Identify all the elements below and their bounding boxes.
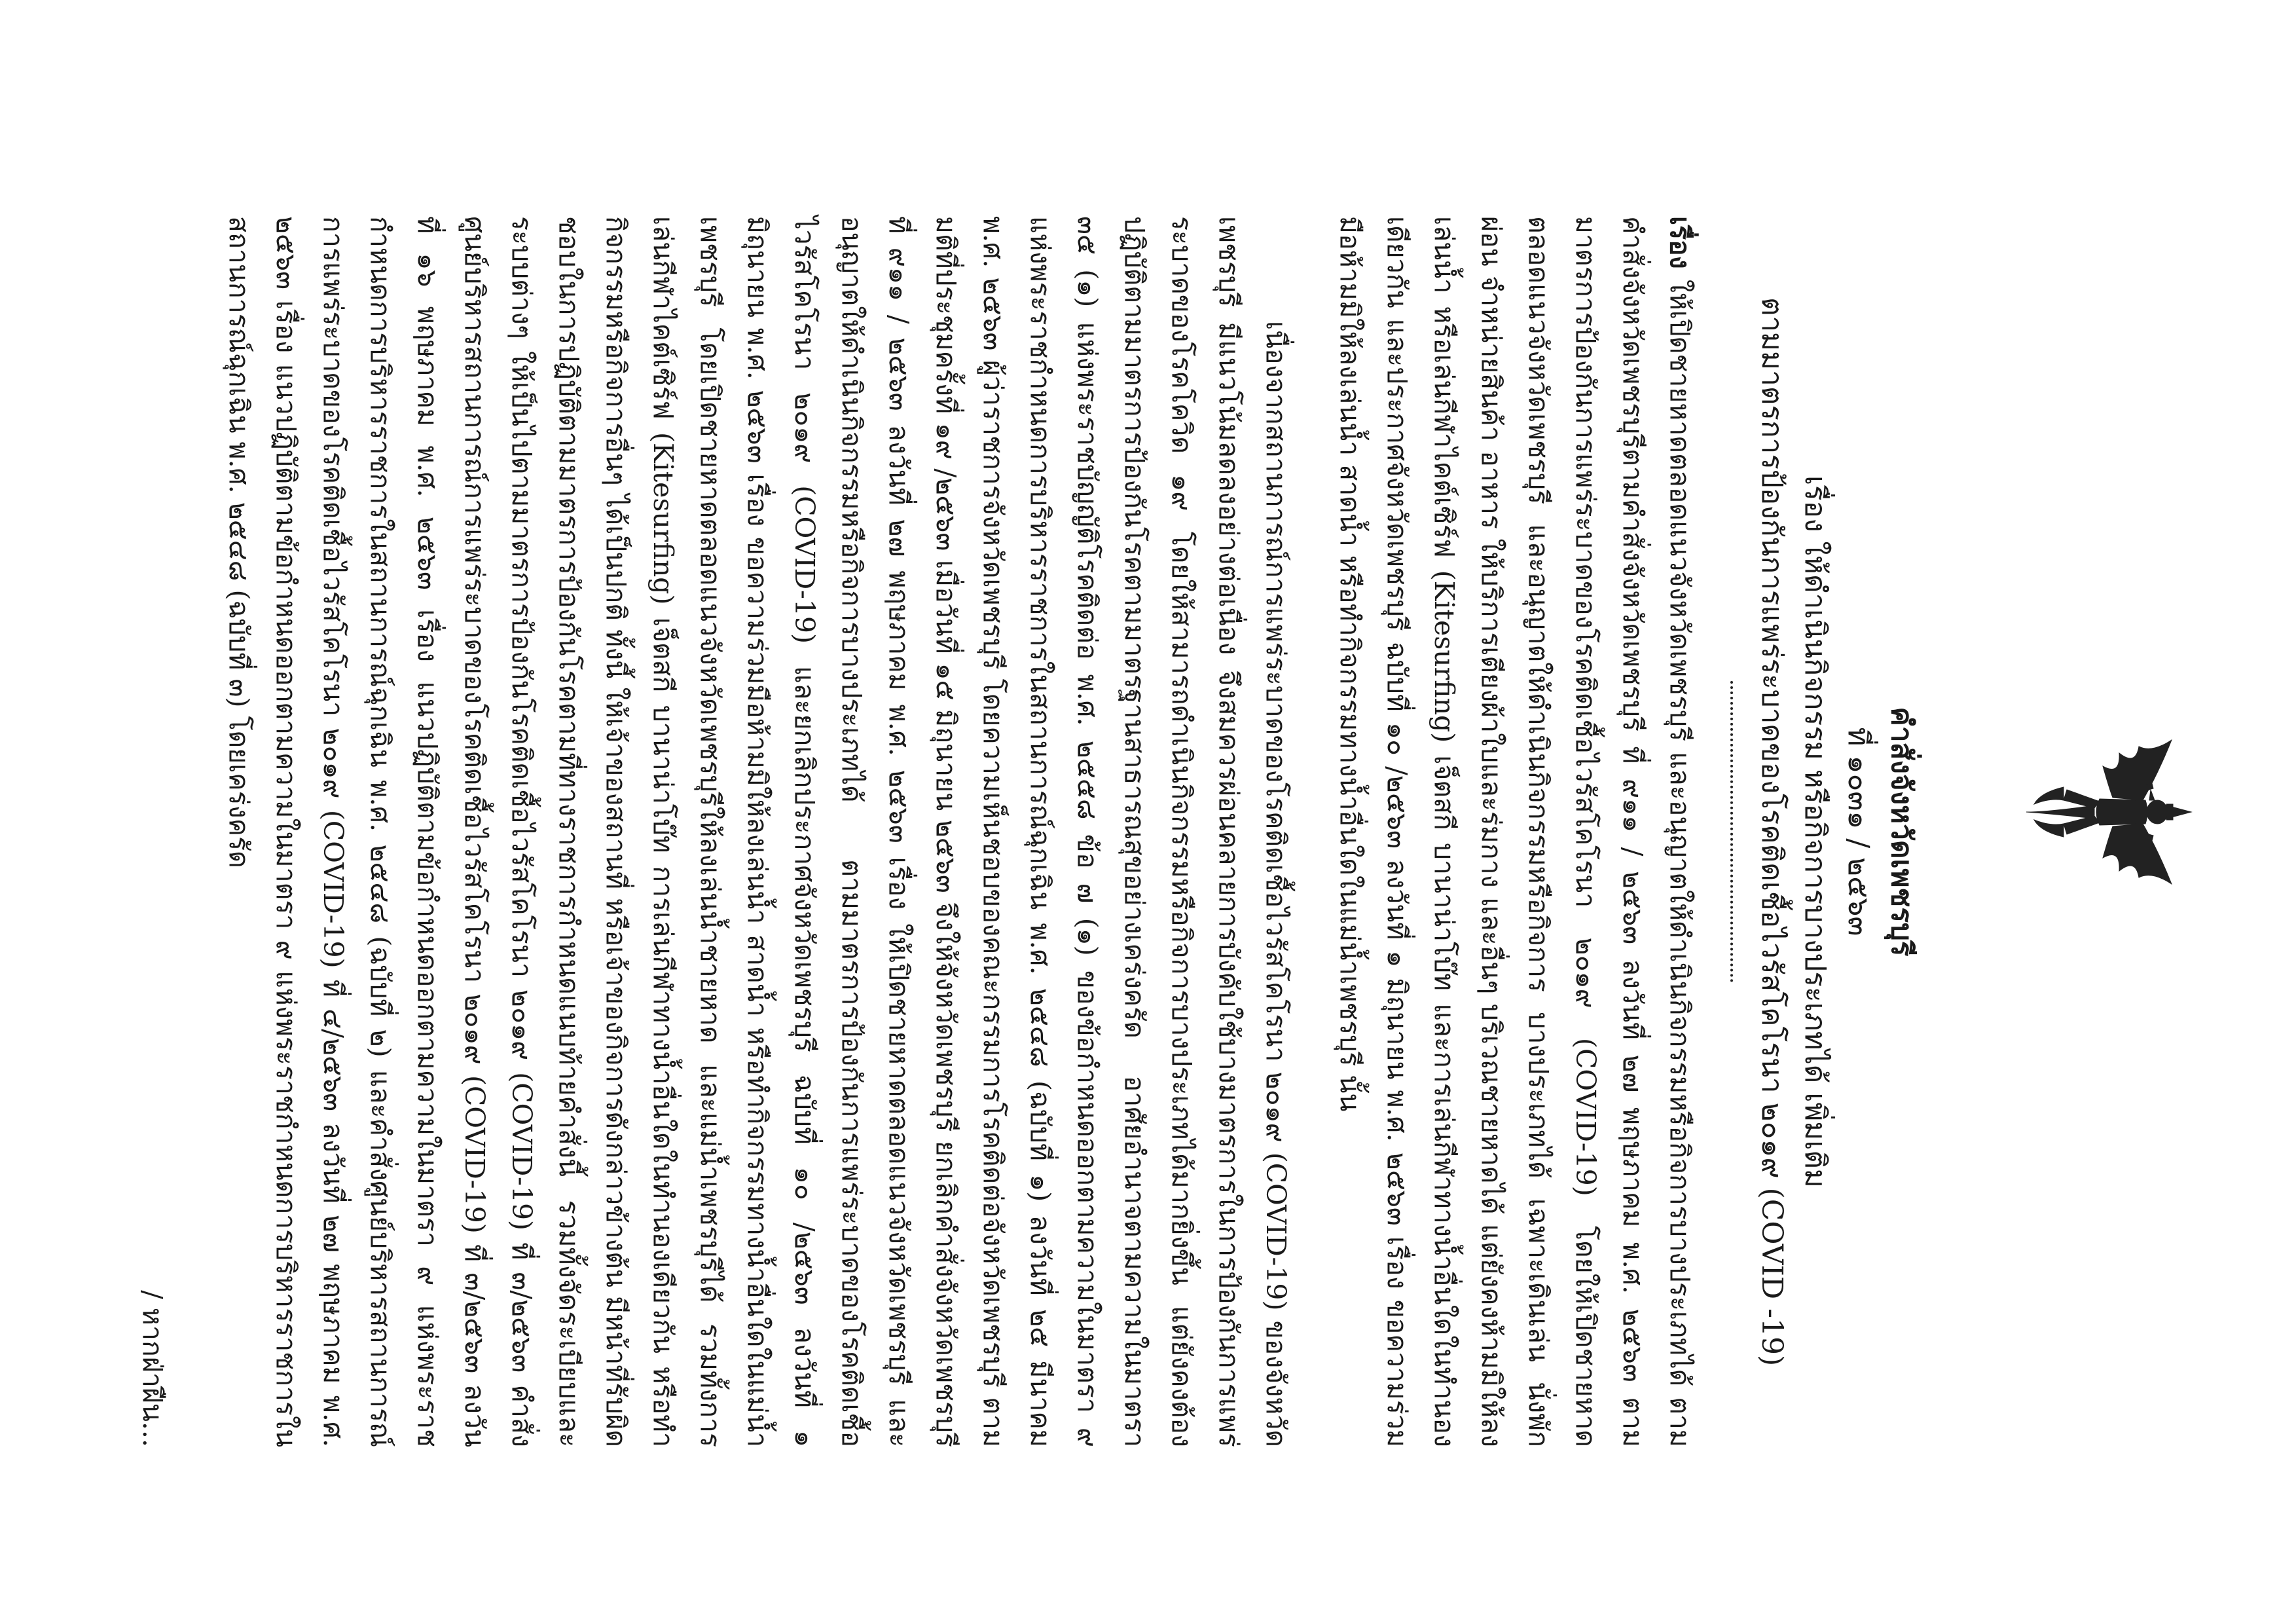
subject-text: ให้เปิดชายหาดตลอดแนวจังหวัดเพชรบุรี และอนุญาตให้ดำเนินกิจกรรมหรือกิจการบางประเภทได้ ตามคำสั่งจังหวัดเพชรบุรีตามคำสั่งจังหวัดเพชรบุรี ที่ ๙๑๑ / ๒๕๖๓ ลงวันที่ ๒๗ พฤษภาคม พ.ศ. ๒๕๖๓ ตามมาตรการป้องกันการแพร่ระบาดของโรคติดเชื้อไวรัสโคโรนา ๒๐๑๙ (COVID-19) โดยให้เปิดชายหาดตลอดแนวจังหวัดเพชรบุรี และอนุญาตให้ดำเนินกิจกรรมหรือกิจการ บางประเภทได้ เฉพาะเดินเล่น นั่งพักผ่อน จำหน่ายสินค้า อาหาร ให้บริการเตียงผ้าใบและร่มกาง และอื่นๆ บริเวณชายหาดได้ แต่ยังคงห้ามมิให้ลงเล่นน้ำ หรือเล่นกีฬาไคต์เซิร์ฟ (Kitesurfing) เจ็ตสกี บานาน่าโบ๊ท และการเล่นกีฬาทางน้ำอื่นใดในทำนองเดียวกัน และประกาศจังหวัดเพชรบุรี ฉบับที่ ๑๐ /๒๕๖๓ ลงวันที่ ๑ มิถุนายน พ.ศ. ๒๕๖๓ เรื่อง ขอความร่วมมือห้ามมิให้ลงเล่นน้ำ สาดน้ำ หรือทำกิจกรรมทางน้ำอื่นใดในแม่น้ำเพชรบุรี นั้น [1334,216,1696,1447]
subject-paragraph [1326,216,1704,1447]
garuda-emblem-icon [2021,727,2198,897]
order-subject-line-2: ตามมาตรการป้องกันการแพร่ระบาดของโรคติดเชื้อไวรัสโคโรนา ๒๐๑๙ (COVID -19) [1755,297,1789,1367]
order-issuer: คำสั่งจังหวัดเพชรบุรี [1885,707,1918,957]
continuation-note: / หากฝ่าฝืน... [137,1290,168,1447]
order-subject-line-1: เรื่อง ให้ดำเนินกิจกรรม หรือกิจการบางประเภทได้ เพิ่มเติม [1798,475,1832,1189]
header-divider [1730,681,1733,982]
document-header [1750,216,1923,1447]
subject-label: เรื่อง [1664,216,1696,269]
body-paragraph: เนื่องจากสถานการณ์การแพร่ระบาดของโรคติดเชื้อไวรัสโคโรนา ๒๐๑๙ (COVID-19) ของจังหวัดเพชรบุรี มีแนวโน้มลดลงอย่างต่อเนื่อง จึงสมควรผ่อนคลายการบังคับใช้บางมาตรการในการป้องกันการแพร่ระบาดของโรคโควิด ๑๙ โดยให้สามารถดำเนินกิจกรรมหรือกิจการบางประเภทได้มากยิ่งขึ้น แต่ยังคงต้องปฏิบัติตามมาตรการป้องกันโรคตามมาตรฐานสาธารณสุขอย่างเคร่งครัด อาศัยอำนาจตามความในมาตรา ๓๕ (๑) แห่งพระราชบัญญัติโรคติดต่อ พ.ศ. ๒๕๕๘ ข้อ ๗ (๑) ของข้อกำหนดออกตามความในมาตรา ๙ แห่งพระราชกำหนดการบริหารราชการในสถานการณ์ฉุกเฉิน พ.ศ. ๒๕๔๘ (ฉบับที่ ๑) ลงวันที่ ๒๕ มีนาคม พ.ศ. ๒๕๖๓ ผู้ว่าราชการจังหวัดเพชรบุรี โดยความเห็นชอบของคณะกรรมการโรคติดต่อจังหวัดเพชรบุรี ตามมติที่ประชุมครั้งที่ ๑๙ /๒๕๖๓ เมื่อวันที่ ๑๕ มิถุนายน ๒๕๖๓ จึงให้จังหวัดเพชรบุรี ยกเลิกคำสั่งจังหวัดเพชรบุรี ที่ ๙๑๑ / ๒๕๖๓ ลงวันที่ ๒๗ พฤษภาคม พ.ศ. ๒๕๖๓ เรื่อง ให้เปิดชายหาดตลอดแนวจังหวัดเพชรบุรี และอนุญาตให้ดำเนินกิจกรรมหรือกิจการบางประเภทได้ ตามมาตรการป้องกันการแพร่ระบาดของโรคติดเชื้อไวรัสโคโรนา ๒๐๑๙ (COVID-19) และยกเลิกประกาศจังหวัดเพชรบุรี ฉบับที่ ๑๐ /๒๕๖๓ ลงวันที่ ๑ มิถุนายน พ.ศ. ๒๕๖๓ เรื่อง ขอความร่วมมือห้ามมิให้ลงเล่นน้ำ สาดน้ำ หรือทำกิจกรรมทางน้ำอื่นใดในแม่น้ำเพชรบุรี โดยเปิดชายหาดตลอดแนวจังหวัดเพชรบุรีให้ลงเล่นน้ำชายหาด และแม่น้ำเพชรบุรีได้ รวมทั้งการเล่นกีฬาไคต์เซิร์ฟ (Kitesurfing) เจ็ตสกี บานาน่าโบ๊ท การเล่นกีฬาทางน้ำอื่นใดในทำนองเดียวกัน หรือทำกิจกรรมหรือกิจการอื่นๆ ได้เป็นปกติ ทั้งนี้ ให้เจ้าของสถานที่ หรือเจ้าของกิจการดังกล่าวข้างต้น มีหน้าที่รับผิดชอบในการปฏิบัติตามมาตรการป้องกันโรคตามที่ทางราชการกำหนดแนบท้ายคำสั่งนี้ รวมทั้งจัดระเบียบและระบบต่างๆ ให้เป็นไปตามมาตรการป้องกันโรคติดเชื้อไวรัสโคโรนา ๒๐๑๙ (COVID-19) ที่ ๓/๒๕๖๓ คำสั่งศูนย์บริหารสถานการณ์การแพร่ระบาดของโรคติดเชื้อไวรัสโคโรนา ๒๐๑๙ (COVID-19) ที่ ๓/๒๕๖๓ ลงวันที่ ๑๖ พฤษภาคม พ.ศ. ๒๕๖๓ เรื่อง แนวปฏิบัติตามข้อกำหนดออกตามความในมาตรา ๙ แห่งพระราชกำหนดการบริหารราชการในสถานการณ์ฉุกเฉิน พ.ศ. ๒๕๔๘ (ฉบับที่ ๒) และคำสั่งศูนย์บริหารสถานการณ์การแพร่ระบาดของโรคติดเชื้อไวรัสโคโรนา ๒๐๑๙ (COVID-19) ที่ ๔/๒๕๖๓ ลงวันที่ ๒๗ พฤษภาคม พ.ศ. ๒๕๖๓ เรื่อง แนวปฏิบัติตามข้อกำหนดออกตามความในมาตรา ๙ แห่งพระราชกำหนดการบริหารราชการในสถานการณ์ฉุกเฉิน พ.ศ. ๒๕๔๘ (ฉบับที่ ๓) โดยเคร่งครัด [223,216,1292,1447]
order-number: ที่ ๑๐๓๑ / ๒๕๖๓ [1842,727,1875,936]
